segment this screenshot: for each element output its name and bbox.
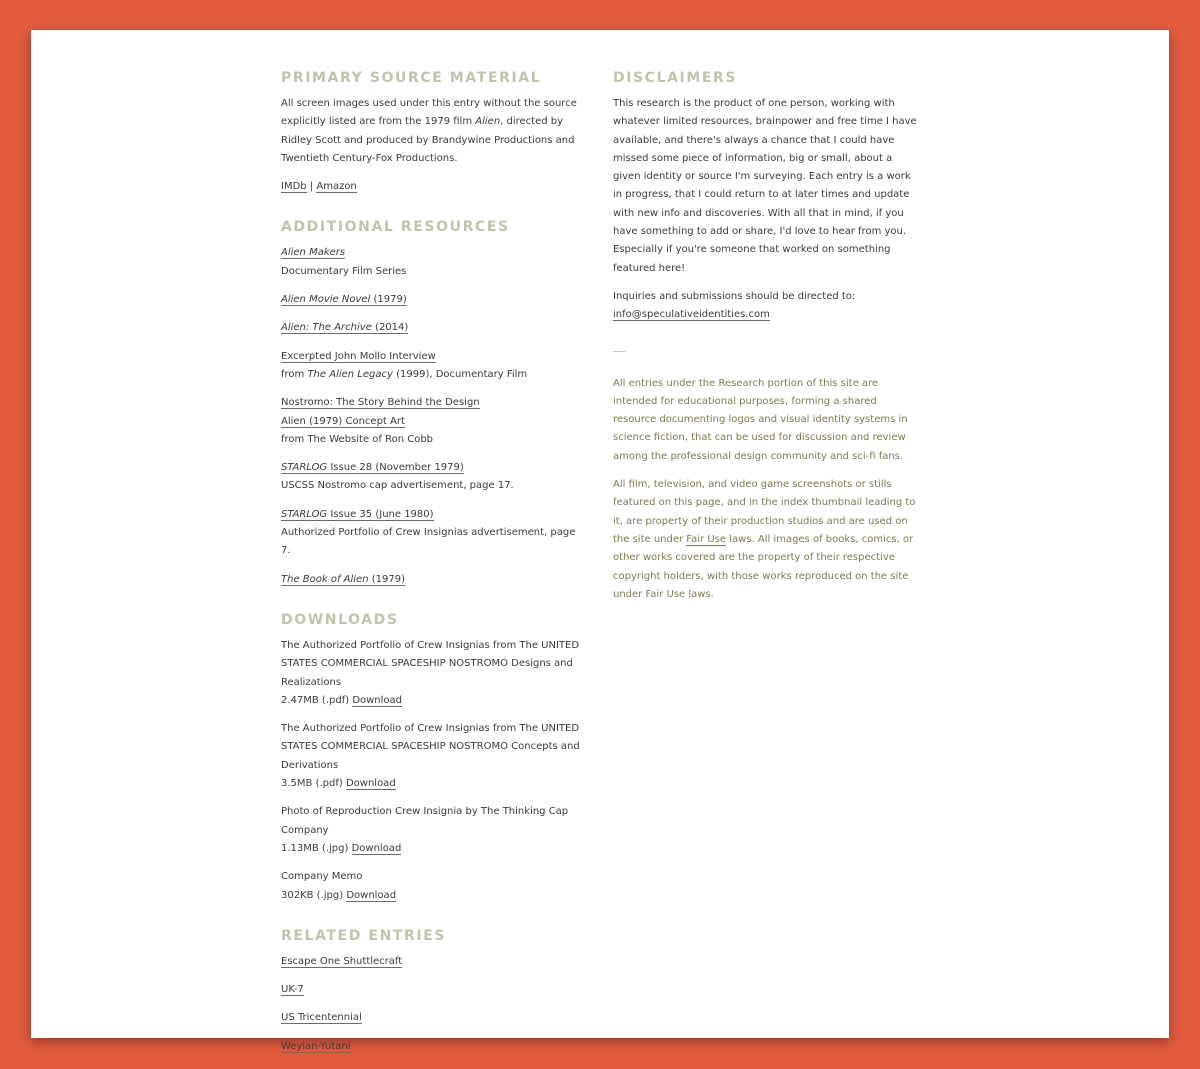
amazon-link[interactable]: Amazon [316, 181, 357, 193]
primary-links [281, 178, 581, 196]
resource-book-of-alien [281, 571, 581, 589]
download-size: 1.13MB (.jpg) [281, 842, 352, 854]
related-entry-link[interactable]: US Tricentennial [281, 1012, 362, 1024]
related-item [281, 981, 581, 999]
disclaimer-research: This research is the product of one person, working with whatever limited resources, brainpower and free time I have available, and there's always a chance that I could have missed some piece of information, big or small, about a given identity or source I'm surveying. Each entry is a work in progress, that I could return to at later times and update with new info and discoveries. With all that in mind, if you have something to add or share, I'd love to hear from you. Especially if you're someone that worked on something featured here! [613, 98, 917, 274]
download-item [281, 720, 581, 793]
film-title: Alien [475, 116, 501, 128]
primary-source-heading: PRIMARY SOURCE MATERIAL [281, 70, 542, 86]
related-entry-link[interactable]: UK-7 [281, 984, 304, 996]
download-title: The Authorized Portfolio of Crew Insignias from The UNITED STATES COMMERCIAL SPACESHIP NOSTROMO Designs and Realizations [281, 639, 580, 688]
related-entries-heading: RELATED ENTRIES [281, 927, 447, 944]
starlog-35-title: STARLOG [281, 508, 328, 520]
left-column [281, 69, 581, 1066]
starlog-28-issue: Issue 28 (November 1979) [327, 462, 464, 474]
starlog-28-link[interactable] [281, 462, 464, 474]
download-size: 2.47MB (.pdf) [281, 694, 353, 706]
primary-text-b: , directed by Ridley Scott and produced by Brandywine Productions and Twentieth Century-Fox Productions. [281, 116, 575, 164]
related-item [281, 1038, 581, 1056]
starlog-28-sub: USCSS Nostromo cap advertisement, page 17. [281, 480, 514, 492]
divider [613, 351, 626, 352]
related-entry-link[interactable]: Weylan-Yutani [281, 1040, 351, 1052]
download-link[interactable]: Download [346, 889, 397, 901]
alien-makers-sub: Documentary Film Series [281, 265, 407, 277]
fair-use-link[interactable]: Fair Use [686, 533, 727, 545]
download-item [281, 868, 581, 905]
inquiries-label: Inquiries and submissions should be directed to: [613, 290, 856, 302]
starlog-35-issue: Issue 35 (June 1980) [327, 508, 434, 520]
mollo-from: from [281, 368, 308, 380]
resource-ron-cobb [281, 394, 581, 449]
concept-art-link[interactable]: Alien (1979) Concept Art [281, 415, 405, 427]
starlog-28-title: STARLOG [281, 462, 328, 474]
download-title: Photo of Reproduction Crew Insignia by The Thinking Cap Company [281, 806, 569, 836]
inquiries-text [613, 288, 919, 325]
content-card [31, 30, 1169, 1052]
fair-use-text-a: All film, television, and video game screenshots or stills featured on this page, and in the index thumbnail leading to it, are property of their production studios and are used on the site under [613, 479, 916, 545]
additional-resources-heading: ADDITIONAL RESOURCES [281, 219, 510, 236]
book-of-alien-year: (1979) [368, 573, 405, 585]
resource-archive [281, 319, 581, 337]
download-item [281, 637, 581, 710]
disclaimers-heading: DISCLAIMERS [613, 70, 738, 86]
book-of-alien-link[interactable] [281, 574, 405, 586]
movie-novel-title: Alien Movie Novel [281, 294, 371, 306]
alien-legacy-title: The Alien Legacy [307, 368, 393, 380]
resource-starlog-35 [281, 506, 581, 561]
fair-use-text [613, 476, 919, 604]
download-link[interactable]: Download [351, 842, 402, 854]
alien-makers-link[interactable] [281, 247, 345, 259]
email-link[interactable]: info@speculativeidentities.com [613, 309, 770, 321]
archive-year: (2014) [371, 322, 409, 334]
primary-text-a: All screen images used under this entry without the source explicitly listed are from the 1979 film [281, 98, 577, 128]
download-title: Company Memo [281, 871, 363, 883]
archive-link[interactable] [281, 322, 408, 334]
right-column [613, 69, 919, 614]
download-item [281, 803, 581, 858]
related-item [281, 953, 581, 971]
downloads-heading: DOWNLOADS [281, 611, 399, 628]
archive-title: Alien: The Archive [281, 322, 372, 334]
starlog-35-link[interactable] [281, 509, 434, 521]
fair-use-text-b: laws. All images of books, comics, or other works covered are the property of their respective copyright holders, with those works reproduced on the site under Fair Use laws. [613, 533, 914, 600]
mollo-rest: (1999), Documentary Film [392, 368, 528, 380]
related-entry-link[interactable]: Escape One Shuttlecraft [281, 955, 403, 967]
movie-novel-link[interactable] [281, 294, 407, 306]
resource-mollo-interview [281, 348, 581, 385]
book-of-alien-title: The Book of Alien [281, 573, 369, 585]
resource-movie-novel [281, 291, 581, 309]
starlog-35-sub: Authorized Portfolio of Crew Insignias advertisement, page 7. [281, 527, 576, 557]
primary-source-text [281, 95, 581, 168]
ron-cobb-sub: from The Website of Ron Cobb [281, 433, 434, 445]
related-item [281, 1009, 581, 1027]
link-separator: | [306, 181, 317, 193]
resource-alien-makers [281, 244, 581, 281]
mollo-interview-link[interactable]: Excerpted John Mollo Interview [281, 350, 436, 362]
nostromo-story-link[interactable]: Nostromo: The Story Behind the Design [281, 397, 480, 409]
download-link[interactable]: Download [345, 778, 396, 790]
educational-purpose-text: All entries under the Research portion of this site are intended for educational purposes, forming a shared resource documenting logos and visual identity systems in science fiction, that can be used for discussion and review among the professional design community and sci-fi fans. [613, 377, 908, 462]
resource-starlog-28 [281, 459, 581, 496]
imdb-link[interactable]: IMDb [281, 181, 307, 193]
download-link[interactable]: Download [352, 694, 403, 706]
download-title: The Authorized Portfolio of Crew Insignias from The UNITED STATES COMMERCIAL SPACESHIP NOSTROMO Concepts and Derivations [281, 723, 580, 771]
download-size: 3.5MB (.pdf) [281, 778, 346, 790]
movie-novel-year: (1979) [370, 294, 407, 306]
alien-makers-title: Alien Makers [281, 247, 346, 259]
download-size: 302KB (.jpg) [281, 889, 347, 901]
